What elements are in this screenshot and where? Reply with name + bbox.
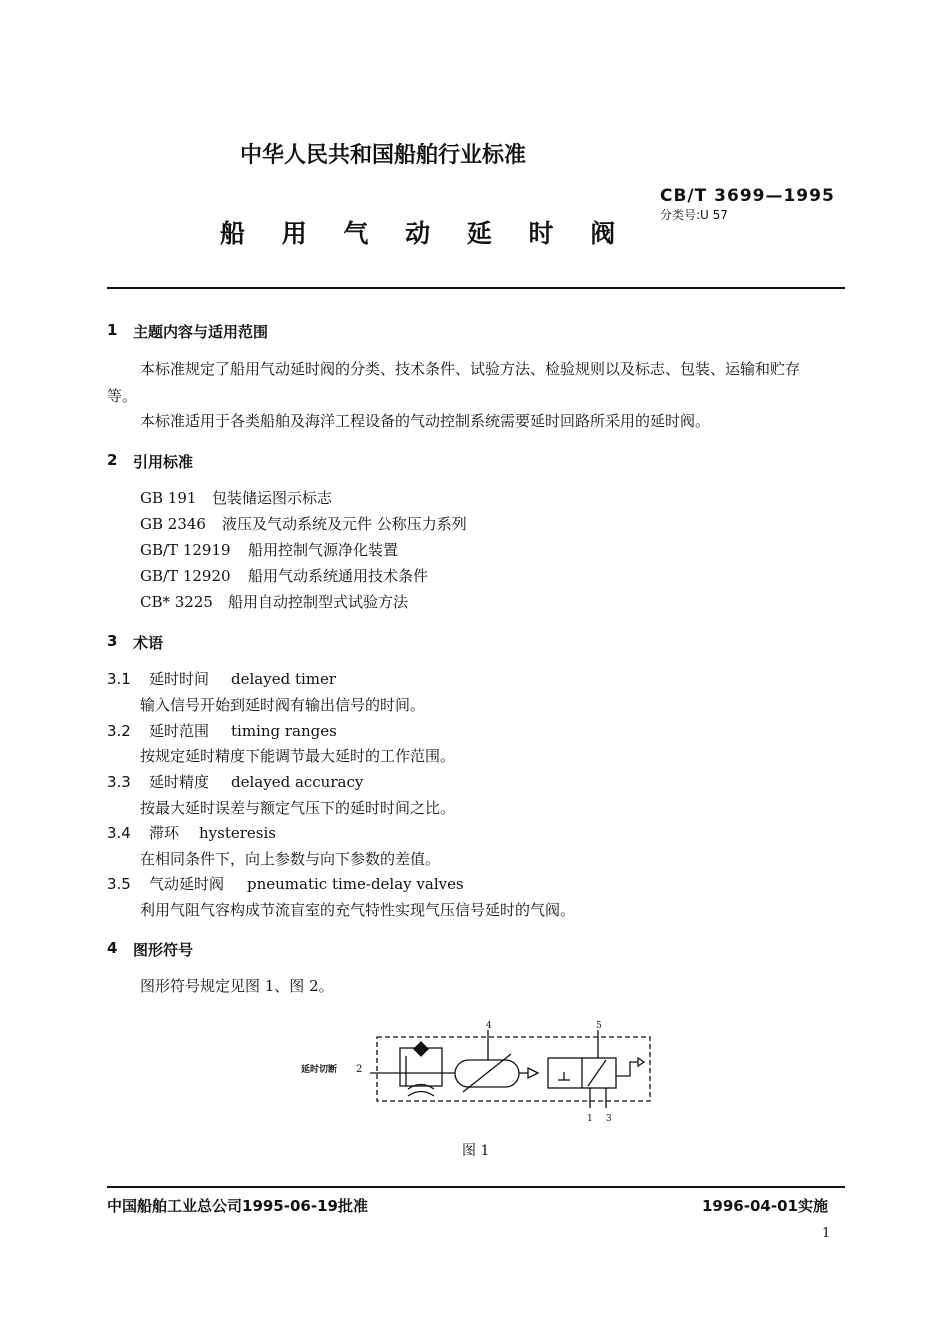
section-1-para-2: 本标准适用于各类船舶及海洋工程设备的气动控制系统需要延时回路所采用的延时阀。 [140,412,711,430]
reference-name: 船用控制气源净化装置 [248,541,399,559]
reference-name: 液压及气动系统及元件 公称压力系列 [222,515,467,533]
approval-line: 中国船舶工业总公司1995-06-19批准 [107,1197,368,1215]
section-3-title: 术语 [133,634,164,652]
term-english: pneumatic time-delay valves [247,875,464,893]
section-1-number: 1 [107,321,118,339]
check-valve-mark [414,1042,428,1056]
throttle-arc-top [408,1085,434,1090]
term-chinese: 滞环 [149,824,180,842]
term-english: delayed timer [231,670,337,688]
term-definition: 按规定延时精度下能调节最大延时的工作范围。 [140,747,456,765]
term-heading [107,873,464,894]
reference-code: GB/T 12920 [140,567,231,585]
reference-name: 船用自动控制型式试验方法 [228,593,409,611]
section-4-number: 4 [107,939,118,957]
term-number: 3.4 [107,824,131,842]
term-definition: 在相同条件下，向上参数与向下参数的差值。 [140,850,441,868]
section-4-title: 图形符号 [133,941,194,959]
term-chinese: 延时精度 [149,773,210,791]
term-heading [107,822,276,843]
term-number: 3.3 [107,773,131,791]
term-english: delayed accuracy [231,773,364,791]
term-english: timing ranges [231,722,337,740]
valve-arrow-line [588,1060,606,1086]
term-english: hysteresis [199,824,276,842]
port-1-label: 1 [587,1114,593,1124]
standard-code: CB/T 3699—1995 [660,186,835,206]
reference-item [140,513,467,534]
port-5-label: 5 [596,1021,602,1031]
port-3-label: 3 [606,1114,612,1124]
term-heading [107,771,363,792]
section-3-number: 3 [107,632,118,650]
term-number: 3.5 [107,875,131,893]
reference-item [140,487,332,508]
classification-code: 分类号:U 57 [660,208,728,222]
reference-code: GB/T 12919 [140,541,231,559]
reference-code: GB 2346 [140,515,206,533]
reference-item [140,591,408,612]
page-number: 1 [822,1226,831,1241]
term-number: 3.1 [107,670,131,688]
port-4-label: 4 [486,1021,492,1031]
footer-rule [107,1186,845,1188]
header-rule [107,287,845,289]
term-chinese: 延时时间 [149,670,210,688]
port-2-label: 2 [356,1064,363,1075]
figure-1-symbol [280,1010,680,1135]
document-title: 船 用 气 动 延 时 阀 [220,219,630,248]
term-number: 3.2 [107,722,131,740]
term-heading [107,668,336,689]
section-1-para-1-cont: 等。 [107,387,138,405]
term-heading [107,720,337,741]
section-1-para-1: 本标准规定了船用气动延时阀的分类、技术条件、试验方法、检验规则以及标志、包装、运输和贮存 [140,360,801,378]
reference-item [140,565,428,586]
reference-item [140,539,398,560]
term-definition: 利用气阻气容构成节流盲室的充气特性实现气压信号延时的气阀。 [140,901,576,919]
term-chinese: 延时范围 [149,722,210,740]
reference-name: 包装储运图示标志 [212,489,333,507]
pilot-arrow [528,1068,538,1078]
section-2-title: 引用标准 [133,453,194,471]
effective-date: 1996-04-01实施 [702,1197,828,1215]
reference-code: CB* 3225 [140,593,213,611]
term-definition: 输入信号开始到延时阀有输出信号的时间。 [140,696,426,714]
reference-name: 船用气动系统通用技术条件 [248,567,429,585]
throttle-arc-bottom [408,1092,434,1097]
org-title: 中华人民共和国船舶行业标准 [240,143,527,168]
term-chinese: 气动延时阀 [149,875,225,893]
section-1-title: 主题内容与适用范围 [133,323,269,341]
spring-return [616,1062,638,1076]
term-definition: 按最大延时误差与额定气压下的延时时间之比。 [140,799,456,817]
figure-1-caption: 图 1 [462,1143,490,1159]
section-4-text: 图形符号规定见图 1、图 2。 [140,977,334,995]
reference-code: GB 191 [140,489,197,507]
figure-left-label: 延时切断 [301,1065,338,1075]
section-2-number: 2 [107,451,118,469]
